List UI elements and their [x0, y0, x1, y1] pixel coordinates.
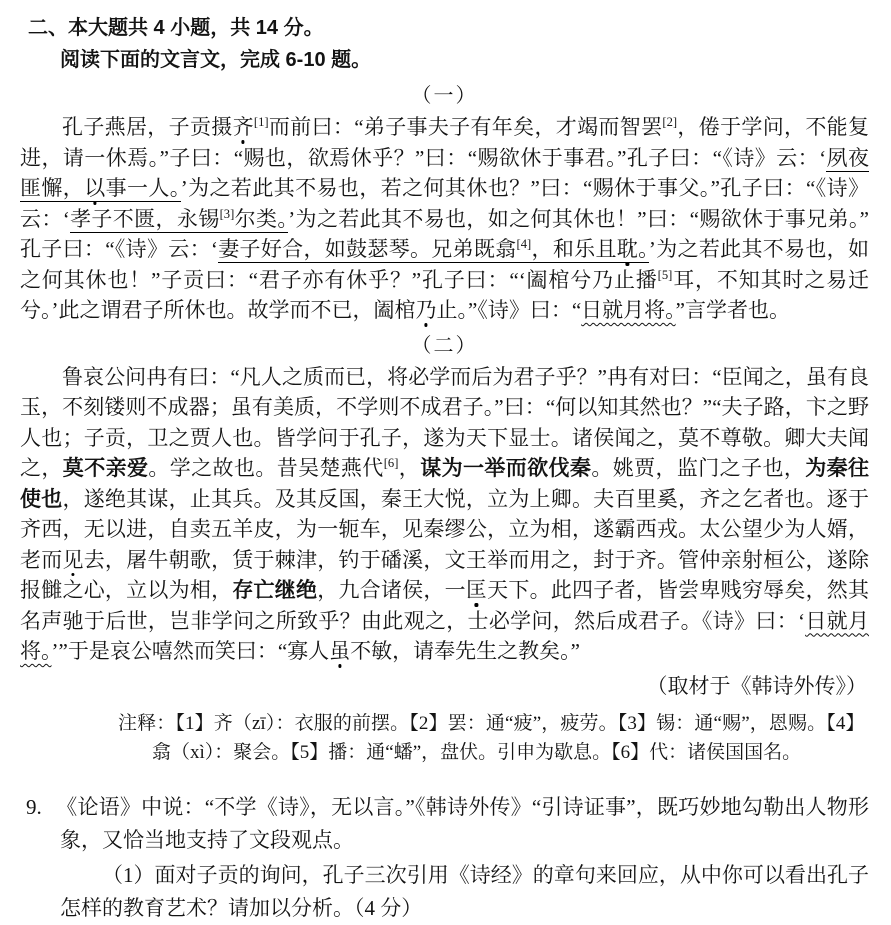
- question-9: [20, 791, 869, 925]
- source-attribution: （取材于《韩诗外传》）: [646, 673, 867, 698]
- part-one-label: （一）: [411, 85, 478, 107]
- section-header: 二、本大题共 4 小题，共 14 分。: [28, 17, 324, 39]
- question-9-number: 9.: [26, 794, 42, 819]
- passage-part-two: 鲁哀公问冉有曰：“凡人之质而已，将必学而后为君子乎？”冉有对曰：“臣闻之，虽有良玉，不刻镂则不成器；虽有美质，不学则不成君子。”曰：“何以知其然也？”“夫子路，卞之野人也；子贡，卫之贾人也。皆学问于孔子，遂为天下显士。诸侯闻之，莫不尊敬。卿大夫闻之，莫不亲爱。学之故也。昔吴楚燕代[6]，谋为一举而欲伐秦。姚贾，监门之子也，为秦往使也，遂绝其谋，止其兵。及其反国，秦王大悦，立为上卿。夫百里奚，齐之乞者也。逐于齐西，无以进，自卖五羊皮，为一轭车，见秦缪公，立为相，遂霸西戎。太公望少为人婿，老而见去，屠牛朝歌，赁于棘津，钓于磻溪，文王举而用之，封于齐。管仲亲射桓公，遂除报雠之心，立以为相，存亡继绝，九合诸侯，一匡天下。此四子者，皆尝卑贱穷辱矣，然其名声驰于后世，岂非学问之所致乎？由此观之，士必学问，然后成君子。《诗》曰：‘日就月将。’”于是哀公嘻然而笑曰：“寡人虽不敏，请奉先生之教矣。”: [20, 364, 870, 663]
- question-9-stem-text: 《论语》中说：“不学《诗》，无以言。”《韩诗外传》“引诗证事”，既巧妙地勾勒出人物形象，又恰当地支持了文段观点。: [56, 794, 869, 852]
- question-9-sub-1: （1）面对子贡的询问，孔子三次引用《诗经》的章句来回应，从中你可以看出孔子怎样的教育艺术？请加以分析。（4 分）: [60, 862, 869, 920]
- question-9-stem: [26, 791, 869, 857]
- instruction-line: 阅读下面的文言文，完成 6-10 题。: [60, 49, 372, 71]
- passage-part-one: 孔子燕居，子贡摄齐[1]而前曰：“弟子事夫子有年矣，才竭而智罢[2]，倦于学问，不能复进，请一休焉。”子曰：“赐也，欲焉休乎？”曰：“赐欲休于事君。”孔子曰：“《诗》云：‘夙夜匪懈，以事一人。’为之若此其不易也，若之何其休也？”曰：“赐休于事父。”孔子曰：“《诗》云：‘孝子不匮，永锡[3]尔类。’为之若此其不易也，如之何其休也！”曰：“赐欲休于事兄弟。”孔子曰：“《诗》云：‘妻子好合，如鼓瑟琴。兄弟既翕[4]，和乐且耽。’为之若此其不易也，如之何其休也！”子贡曰：“君子亦有休乎？”孔子曰：“‘阖棺兮乃止播[5]耳，不知其时之易迁兮。’此之谓君子所休也。故学而不已，阖棺乃止。”《诗》曰：“日就月将。”言学者也。: [20, 115, 870, 322]
- footnotes: 注释：【1】齐（zī）：衣服的前摆。【2】罢：通“疲”，疲劳。【3】锡：通“赐”，恩赐。【4】翕（xì）：聚会。【5】播：通“蟠”，盘伏。引申为歇息。【6】代：诸侯国国名。: [118, 712, 855, 763]
- part-two-label: （二）: [411, 334, 478, 357]
